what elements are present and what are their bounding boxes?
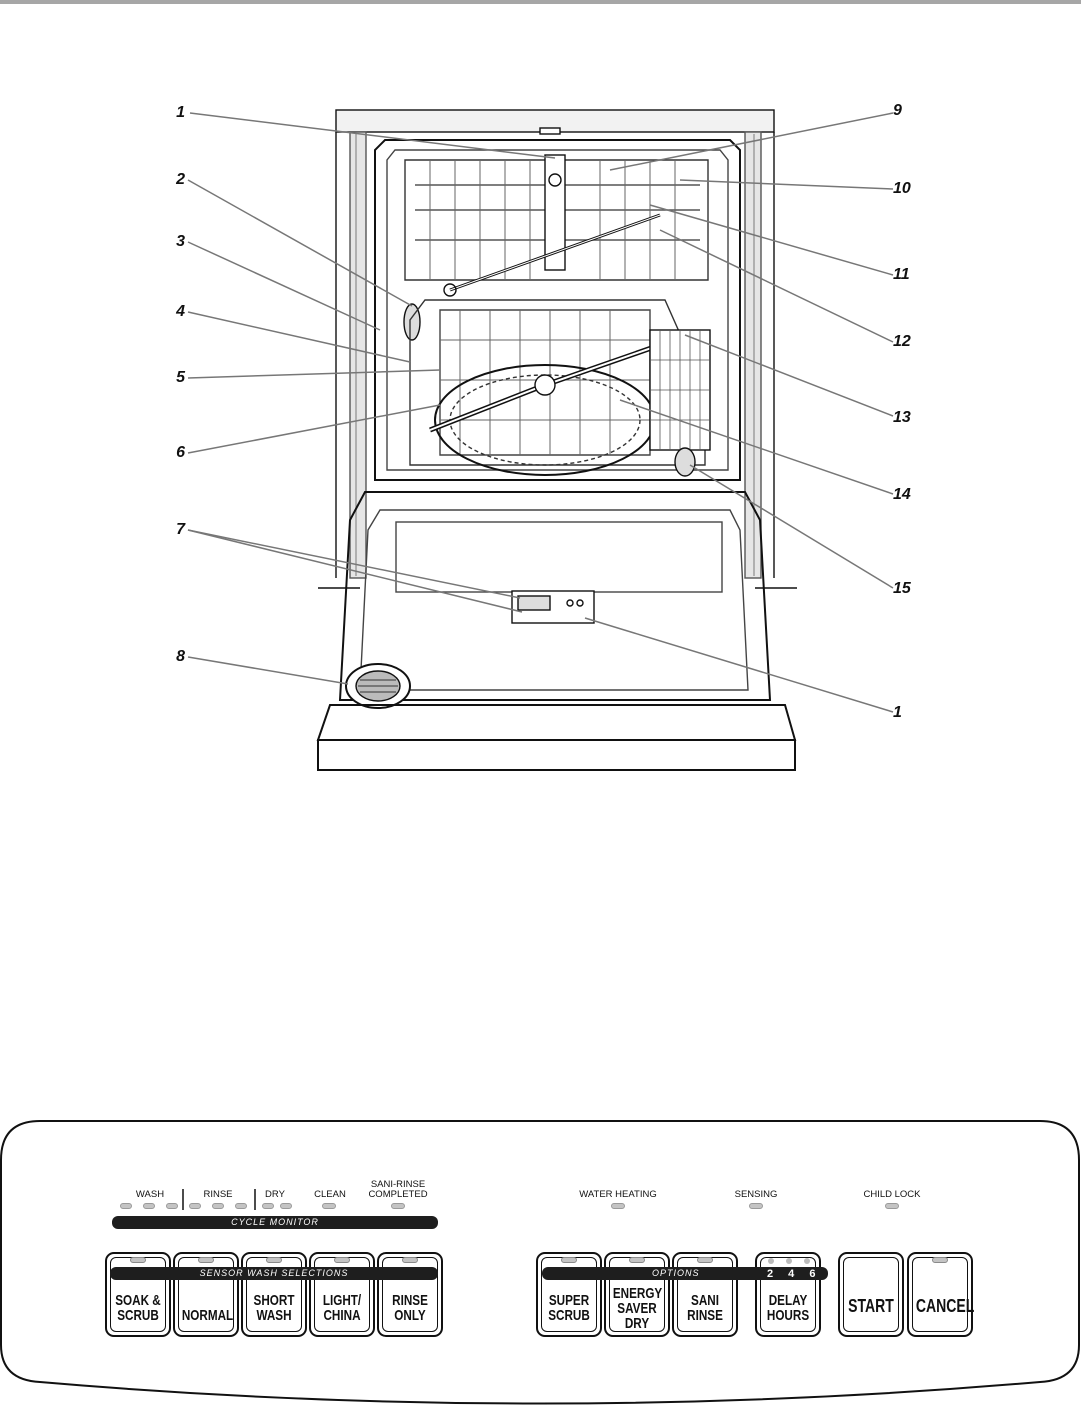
callout-9: 9 — [893, 102, 902, 119]
soak-scrub-button[interactable] — [105, 1252, 171, 1337]
short-wash-button[interactable] — [241, 1252, 307, 1337]
rinse-led-2 — [212, 1203, 224, 1209]
child-lock-led — [885, 1203, 899, 1209]
button-led — [198, 1257, 214, 1263]
rinse-led-1 — [189, 1203, 201, 1209]
callout-12: 12 — [893, 333, 911, 350]
cycle-monitor-bar: CYCLE MONITOR — [112, 1216, 438, 1229]
energy-saver-dry-button[interactable] — [604, 1252, 670, 1337]
energy-saver-dry-label: ENERGY SAVER DRY — [612, 1285, 663, 1332]
status-child-lock: CHILD LOCK — [863, 1189, 921, 1200]
water-heating-led — [611, 1203, 625, 1209]
button-led — [697, 1257, 713, 1263]
wash-led-3 — [166, 1203, 178, 1209]
callout-7: 7 — [176, 521, 185, 538]
options-bar: OPTIONS — [542, 1267, 828, 1280]
start-label: START — [848, 1296, 894, 1316]
button-led — [561, 1257, 577, 1263]
normal-button[interactable] — [173, 1252, 239, 1337]
callout-4: 4 — [176, 303, 185, 320]
wash-led-1 — [120, 1203, 132, 1209]
callout-10: 10 — [893, 180, 911, 197]
rinse-only-button[interactable] — [377, 1252, 443, 1337]
button-led — [266, 1257, 282, 1263]
cycle-label-clean: CLEAN — [314, 1189, 346, 1200]
rinse-only-label: RINSE ONLY — [392, 1292, 428, 1324]
cancel-label: CANCEL — [915, 1296, 975, 1316]
delay-led-6 — [804, 1258, 810, 1264]
dry-led-1 — [262, 1203, 274, 1209]
cycle-label-wash: WASH — [135, 1189, 165, 1200]
button-led — [932, 1257, 948, 1263]
cycle-label-dry: DRY — [265, 1189, 285, 1200]
callout-15: 15 — [893, 580, 911, 597]
delay-hours-button[interactable] — [755, 1252, 821, 1337]
clean-led — [322, 1203, 336, 1209]
sani-rinse-button[interactable] — [672, 1252, 738, 1337]
status-water-heating: WATER HEATING — [579, 1189, 657, 1200]
callout-8: 8 — [176, 648, 185, 665]
rinse-led-3 — [235, 1203, 247, 1209]
delay-led-2 — [768, 1258, 774, 1264]
callout-13: 13 — [893, 409, 911, 426]
short-wash-label: SHORT WASH — [253, 1292, 295, 1324]
sani-rinse-label: SANI RINSE — [687, 1292, 723, 1324]
callout-2: 2 — [176, 171, 185, 188]
soak-scrub-label: SOAK & SCRUB — [115, 1292, 161, 1324]
callout-1-door: 1 — [893, 704, 902, 721]
callout-14: 14 — [893, 486, 911, 503]
button-led — [402, 1257, 418, 1263]
callout-3: 3 — [176, 233, 185, 250]
delay-led-4 — [786, 1258, 792, 1264]
callout-6: 6 — [176, 444, 185, 461]
callout-5: 5 — [176, 369, 185, 386]
delay-hours-label: DELAY HOURS — [766, 1292, 810, 1324]
light-china-label: LIGHT/ CHINA — [322, 1292, 362, 1324]
sensing-led — [749, 1203, 763, 1209]
sensor-wash-selections-bar: SENSOR WASH SELECTIONS — [110, 1267, 438, 1280]
dry-led-2 — [280, 1203, 292, 1209]
light-china-button[interactable] — [309, 1252, 375, 1337]
delay-hour-values: 2 4 6 — [767, 1268, 822, 1280]
sani-rinse-led — [391, 1203, 405, 1209]
cycle-label-sani-rinse-completed: SANI-RINSE COMPLETED — [368, 1179, 428, 1200]
start-button[interactable] — [838, 1252, 904, 1337]
cancel-button[interactable] — [907, 1252, 973, 1337]
super-scrub-button[interactable] — [536, 1252, 602, 1337]
button-led — [629, 1257, 645, 1263]
cycle-label-rinse: RINSE — [203, 1189, 233, 1200]
button-led — [334, 1257, 350, 1263]
callout-1: 1 — [176, 104, 185, 121]
super-scrub-label: SUPER SCRUB — [548, 1292, 590, 1324]
normal-label: NORMAL — [181, 1307, 234, 1324]
button-led — [130, 1257, 146, 1263]
wash-led-2 — [143, 1203, 155, 1209]
status-sensing: SENSING — [734, 1189, 778, 1200]
callout-11: 11 — [893, 266, 910, 283]
